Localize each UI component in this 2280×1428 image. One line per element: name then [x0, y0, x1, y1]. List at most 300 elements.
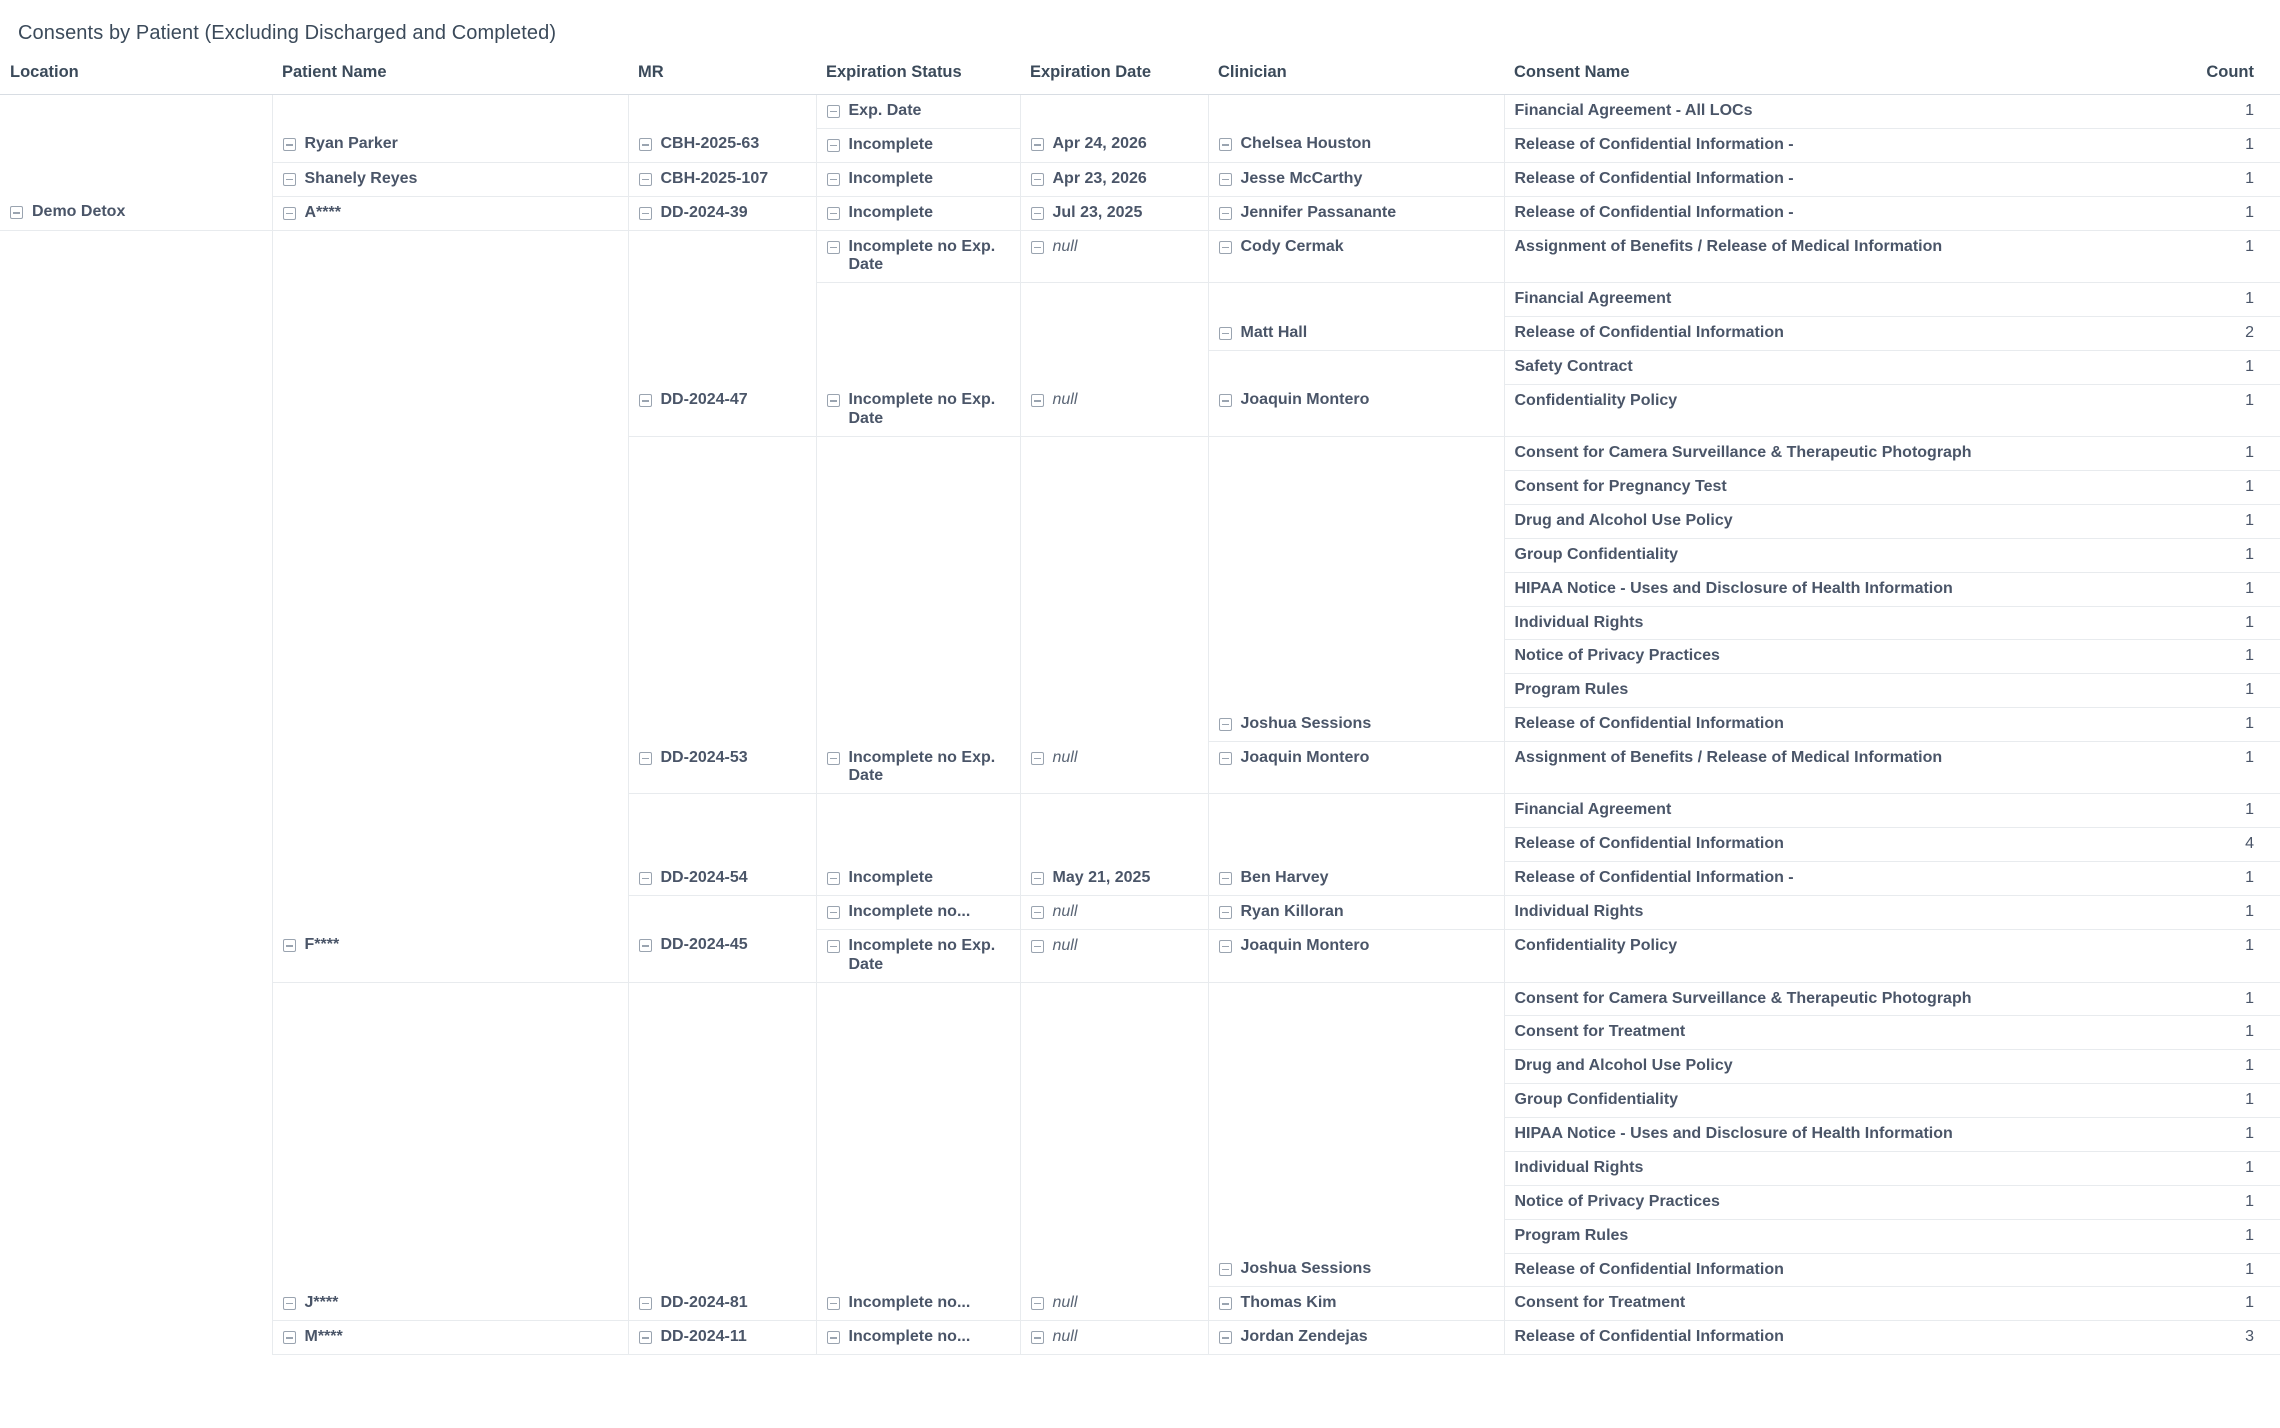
consent-name-cell[interactable] — [1504, 1219, 2128, 1253]
patient-name-cell[interactable] — [272, 1321, 628, 1355]
clinician-cell-text: Jennifer Passanante — [1240, 203, 1397, 221]
table-row[interactable] — [0, 794, 2280, 828]
table-row[interactable] — [0, 572, 2280, 606]
clinician-cell — [1208, 640, 1504, 674]
consent-name-cell[interactable] — [1504, 1287, 2128, 1321]
expand-collapse-icon[interactable] — [827, 394, 840, 407]
column-header-expiration-date[interactable]: Expiration Date — [1020, 59, 1208, 95]
expand-collapse-icon[interactable] — [827, 1331, 840, 1344]
clinician-cell[interactable] — [1208, 862, 1504, 896]
expand-collapse-icon[interactable] — [1219, 906, 1232, 919]
consent-name-cell[interactable] — [1504, 1118, 2128, 1152]
expand-collapse-icon[interactable] — [1031, 241, 1044, 254]
expand-collapse-icon[interactable] — [639, 138, 652, 151]
expand-collapse-icon[interactable] — [1219, 718, 1232, 731]
location-cell — [0, 230, 272, 283]
expiration-date-cell — [1020, 351, 1208, 385]
consent-name-cell[interactable] — [1504, 895, 2128, 929]
mr-cell — [628, 283, 816, 317]
expiration-status-cell — [816, 1118, 1020, 1152]
expiration-date-cell[interactable] — [1020, 1321, 1208, 1355]
mr-cell — [628, 708, 816, 742]
column-header-count[interactable]: Count — [2128, 59, 2280, 95]
table-row[interactable] — [0, 1118, 2280, 1152]
consent-name-cell[interactable] — [1504, 929, 2128, 982]
consent-name-cell[interactable] — [1504, 196, 2128, 230]
count-cell: 1 — [2128, 606, 2280, 640]
expand-collapse-icon[interactable] — [639, 173, 652, 186]
expiration-status-cell-text: Incomplete — [848, 169, 933, 187]
expand-collapse-icon[interactable] — [1219, 1331, 1232, 1344]
mr-cell[interactable] — [628, 1321, 816, 1355]
mr-cell-text: CBH-2025-63 — [660, 135, 760, 153]
mr-cell — [628, 982, 816, 1016]
table-row[interactable] — [0, 196, 2280, 230]
expiration-status-cell[interactable] — [816, 384, 1020, 436]
consent-name-cell-text: Release of Confidential Information — [1514, 835, 1784, 853]
location-cell — [0, 504, 272, 538]
mr-cell[interactable] — [628, 162, 816, 196]
expand-collapse-icon[interactable] — [827, 139, 840, 152]
location-cell[interactable] — [0, 196, 272, 230]
count-cell: 1 — [2128, 674, 2280, 708]
location-cell — [0, 1253, 272, 1287]
clinician-cell — [1208, 1084, 1504, 1118]
table-row[interactable] — [0, 384, 2280, 436]
clinician-cell — [1208, 572, 1504, 606]
expand-collapse-icon[interactable] — [1031, 207, 1044, 220]
clinician-cell[interactable] — [1208, 128, 1504, 162]
table-row[interactable] — [0, 471, 2280, 505]
expand-collapse-icon[interactable] — [283, 138, 296, 151]
expiration-date-cell[interactable] — [1020, 196, 1208, 230]
patient-name-cell[interactable] — [272, 128, 628, 162]
patient-name-cell — [272, 384, 628, 436]
expand-collapse-icon[interactable] — [283, 939, 296, 952]
expiration-status-cell — [816, 1050, 1020, 1084]
expiration-date-cell[interactable] — [1020, 162, 1208, 196]
consent-name-cell[interactable] — [1504, 640, 2128, 674]
table-row[interactable] — [0, 1084, 2280, 1118]
expand-collapse-icon[interactable] — [283, 1331, 296, 1344]
clinician-cell — [1208, 283, 1504, 317]
expand-collapse-icon[interactable] — [1219, 1263, 1232, 1276]
patient-name-cell[interactable] — [272, 196, 628, 230]
consent-name-cell-text: Notice of Privacy Practices — [1514, 647, 1720, 665]
table-row[interactable] — [0, 708, 2280, 742]
mr-cell — [628, 317, 816, 351]
table-row[interactable] — [0, 95, 2280, 129]
clinician-cell — [1208, 794, 1504, 828]
expiration-status-cell — [816, 794, 1020, 828]
patient-name-cell-text: J**** — [304, 1293, 339, 1311]
expiration-status-cell[interactable] — [816, 128, 1020, 162]
count-cell: 1 — [2128, 471, 2280, 505]
patient-name-cell — [272, 862, 628, 896]
expiration-date-cell — [1020, 708, 1208, 742]
expand-collapse-icon[interactable] — [1031, 752, 1044, 765]
consent-name-cell[interactable] — [1504, 1253, 2128, 1287]
patient-name-cell — [272, 794, 628, 828]
expiration-status-cell[interactable] — [816, 742, 1020, 794]
consent-name-cell[interactable] — [1504, 606, 2128, 640]
column-header-expiration-status[interactable]: Expiration Status — [816, 59, 1020, 95]
expand-collapse-icon[interactable] — [639, 872, 652, 885]
consent-name-cell[interactable] — [1504, 538, 2128, 572]
clinician-cell[interactable] — [1208, 708, 1504, 742]
expand-collapse-icon[interactable] — [1031, 394, 1044, 407]
expiration-date-cell-text: Apr 24, 2026 — [1052, 135, 1147, 153]
consent-name-cell-text: Individual Rights — [1514, 1158, 1644, 1176]
location-cell — [0, 572, 272, 606]
table-row[interactable] — [0, 504, 2280, 538]
count-cell: 1 — [2128, 196, 2280, 230]
clinician-cell — [1208, 538, 1504, 572]
expand-collapse-icon[interactable] — [1219, 1297, 1232, 1310]
expiration-date-cell[interactable] — [1020, 230, 1208, 283]
location-cell — [0, 794, 272, 828]
mr-cell — [628, 538, 816, 572]
consent-name-cell-text: Drug and Alcohol Use Policy — [1514, 511, 1733, 529]
expiration-date-cell — [1020, 1253, 1208, 1287]
count-cell: 1 — [2128, 640, 2280, 674]
table-row[interactable] — [0, 317, 2280, 351]
patient-name-cell — [272, 317, 628, 351]
consent-name-cell[interactable] — [1504, 317, 2128, 351]
expand-collapse-icon[interactable] — [1031, 940, 1044, 953]
expiration-status-cell — [816, 828, 1020, 862]
expiration-date-cell[interactable] — [1020, 929, 1208, 982]
expiration-status-cell[interactable] — [816, 1321, 1020, 1355]
expand-collapse-icon[interactable] — [1219, 872, 1232, 885]
mr-cell[interactable] — [628, 862, 816, 896]
mr-cell-text: DD-2024-11 — [660, 1328, 747, 1346]
consent-name-cell-text: Consent for Pregnancy Test — [1514, 478, 1727, 495]
column-header-patient-name[interactable]: Patient Name — [272, 59, 628, 95]
expand-collapse-icon[interactable] — [1219, 241, 1232, 254]
expiration-status-cell[interactable] — [816, 196, 1020, 230]
patient-name-cell[interactable] — [272, 929, 628, 982]
table-row[interactable] — [0, 828, 2280, 862]
count-cell: 1 — [2128, 1084, 2280, 1118]
count-cell: 1 — [2128, 384, 2280, 436]
expand-collapse-icon[interactable] — [827, 752, 840, 765]
expiration-status-cell[interactable] — [816, 929, 1020, 982]
consent-name-cell[interactable] — [1504, 437, 2128, 471]
mr-cell[interactable] — [628, 1287, 816, 1321]
location-cell — [0, 828, 272, 862]
table-row[interactable] — [0, 162, 2280, 196]
clinician-cell[interactable] — [1208, 1253, 1504, 1287]
expand-collapse-icon[interactable] — [639, 1297, 652, 1310]
mr-cell — [628, 794, 816, 828]
expand-collapse-icon[interactable] — [639, 394, 652, 407]
consent-name-cell[interactable] — [1504, 283, 2128, 317]
expand-collapse-icon[interactable] — [1031, 173, 1044, 186]
consent-name-cell[interactable] — [1504, 828, 2128, 862]
clinician-cell[interactable] — [1208, 196, 1504, 230]
consent-name-cell-text: Financial Agreement — [1514, 290, 1672, 308]
expiration-status-cell — [816, 708, 1020, 742]
mr-cell[interactable] — [628, 128, 816, 162]
mr-cell — [628, 1084, 816, 1118]
mr-cell-text: DD-2024-53 — [660, 748, 748, 766]
consent-name-cell-text: Financial Agreement — [1514, 801, 1672, 819]
clinician-cell[interactable] — [1208, 317, 1504, 351]
table-row[interactable] — [0, 538, 2280, 572]
location-cell — [0, 982, 272, 1016]
count-cell: 1 — [2128, 162, 2280, 196]
expand-collapse-icon[interactable] — [1031, 1331, 1044, 1344]
consent-name-cell[interactable] — [1504, 1016, 2128, 1050]
count-cell: 1 — [2128, 1219, 2280, 1253]
expand-collapse-icon[interactable] — [639, 752, 652, 765]
count-cell: 1 — [2128, 283, 2280, 317]
patient-name-cell — [272, 1253, 628, 1287]
expand-collapse-icon[interactable] — [1219, 207, 1232, 220]
location-cell — [0, 1287, 272, 1321]
clinician-cell[interactable] — [1208, 384, 1504, 436]
location-cell — [0, 674, 272, 708]
clinician-cell — [1208, 437, 1504, 471]
expiration-date-cell[interactable] — [1020, 128, 1208, 162]
mr-cell[interactable] — [628, 742, 816, 794]
consent-name-cell[interactable] — [1504, 230, 2128, 283]
consent-name-cell[interactable] — [1504, 862, 2128, 896]
location-cell — [0, 283, 272, 317]
patient-name-cell — [272, 504, 628, 538]
clinician-cell[interactable] — [1208, 230, 1504, 283]
expand-collapse-icon[interactable] — [283, 207, 296, 220]
count-cell: 1 — [2128, 95, 2280, 129]
clinician-cell[interactable] — [1208, 742, 1504, 794]
consent-name-cell[interactable] — [1504, 572, 2128, 606]
consent-name-cell[interactable] — [1504, 1185, 2128, 1219]
expand-collapse-icon[interactable] — [639, 939, 652, 952]
expand-collapse-icon[interactable] — [827, 173, 840, 186]
consent-name-cell[interactable] — [1504, 504, 2128, 538]
expand-collapse-icon[interactable] — [1031, 1297, 1044, 1310]
location-cell — [0, 1321, 272, 1355]
expand-collapse-icon[interactable] — [1219, 394, 1232, 407]
table-row[interactable] — [0, 1151, 2280, 1185]
consent-name-cell[interactable] — [1504, 708, 2128, 742]
table-row[interactable] — [0, 1321, 2280, 1355]
patient-name-cell[interactable] — [272, 1287, 628, 1321]
clinician-cell — [1208, 1219, 1504, 1253]
consent-name-cell-text: Consent for Treatment — [1514, 1294, 1686, 1312]
expand-collapse-icon[interactable] — [639, 1331, 652, 1344]
expiration-date-cell[interactable] — [1020, 862, 1208, 896]
expiration-status-cell — [816, 572, 1020, 606]
consent-name-cell[interactable] — [1504, 794, 2128, 828]
mr-cell-text: DD-2024-45 — [660, 936, 748, 954]
table-row[interactable] — [0, 128, 2280, 162]
table-row[interactable] — [0, 1287, 2280, 1321]
table-row[interactable] — [0, 895, 2280, 929]
expand-collapse-icon[interactable] — [1219, 327, 1232, 340]
consent-name-cell[interactable] — [1504, 742, 2128, 794]
location-cell — [0, 95, 272, 129]
expand-collapse-icon[interactable] — [827, 207, 840, 220]
table-row[interactable] — [0, 606, 2280, 640]
location-cell — [0, 128, 272, 162]
count-cell: 3 — [2128, 1321, 2280, 1355]
clinician-cell[interactable] — [1208, 1321, 1504, 1355]
table-row[interactable] — [0, 1253, 2280, 1287]
consent-name-cell-text: Group Confidentiality — [1514, 545, 1679, 563]
expiration-date-cell — [1020, 1151, 1208, 1185]
expand-collapse-icon[interactable] — [639, 207, 652, 220]
location-cell — [0, 1118, 272, 1152]
consent-name-cell[interactable] — [1504, 1050, 2128, 1084]
clinician-cell-text: Cody Cermak — [1240, 237, 1344, 255]
consent-name-cell[interactable] — [1504, 1321, 2128, 1355]
expiration-status-cell[interactable] — [816, 895, 1020, 929]
consent-name-cell[interactable] — [1504, 128, 2128, 162]
consent-name-cell-text: Release of Confidential Information - — [1514, 169, 1794, 187]
expand-collapse-icon[interactable] — [827, 906, 840, 919]
table-row[interactable] — [0, 862, 2280, 896]
patient-name-cell — [272, 572, 628, 606]
column-header-consent-name[interactable]: Consent Name — [1504, 59, 2128, 95]
column-header-clinician[interactable]: Clinician — [1208, 59, 1504, 95]
expiration-status-cell-text: Incomplete — [848, 868, 933, 886]
consent-name-cell-text: Consent for Camera Surveillance & Therapeutic Photograph — [1514, 989, 1972, 1007]
patient-name-cell[interactable] — [272, 162, 628, 196]
count-cell: 1 — [2128, 1287, 2280, 1321]
expiration-status-cell-text: Incomplete — [848, 135, 933, 153]
expand-collapse-icon[interactable] — [827, 241, 840, 254]
consent-name-cell[interactable] — [1504, 384, 2128, 436]
expiration-date-cell[interactable] — [1020, 384, 1208, 436]
expiration-date-cell[interactable] — [1020, 1287, 1208, 1321]
clinician-cell[interactable] — [1208, 162, 1504, 196]
clinician-cell[interactable] — [1208, 929, 1504, 982]
count-cell: 1 — [2128, 351, 2280, 385]
expiration-status-cell[interactable] — [816, 95, 1020, 129]
expiration-status-cell[interactable] — [816, 230, 1020, 283]
expiration-date-cell[interactable] — [1020, 742, 1208, 794]
clinician-cell-text: Ben Harvey — [1240, 868, 1329, 886]
expiration-status-cell-text: Incomplete no... — [848, 1293, 971, 1311]
clinician-cell[interactable] — [1208, 895, 1504, 929]
patient-name-cell — [272, 1050, 628, 1084]
page-title: Consents by Patient (Excluding Discharged and Completed) — [18, 22, 557, 44]
consent-name-cell[interactable] — [1504, 1151, 2128, 1185]
consent-name-cell[interactable] — [1504, 982, 2128, 1016]
patient-name-cell-text: M**** — [304, 1328, 343, 1346]
expand-collapse-icon[interactable] — [827, 105, 840, 118]
expand-collapse-icon[interactable] — [1219, 138, 1232, 151]
expand-collapse-icon[interactable] — [1031, 872, 1044, 885]
expand-collapse-icon[interactable] — [827, 940, 840, 953]
count-cell: 2 — [2128, 317, 2280, 351]
table-row[interactable] — [0, 982, 2280, 1016]
expiration-date-cell — [1020, 1219, 1208, 1253]
clinician-cell — [1208, 1185, 1504, 1219]
mr-cell[interactable] — [628, 196, 816, 230]
consent-name-cell[interactable] — [1504, 674, 2128, 708]
expiration-date-cell — [1020, 606, 1208, 640]
mr-cell[interactable] — [628, 929, 816, 982]
expand-collapse-icon[interactable] — [827, 872, 840, 885]
location-cell — [0, 895, 272, 929]
expiration-status-cell — [816, 982, 1020, 1016]
expiration-date-cell — [1020, 1185, 1208, 1219]
location-cell — [0, 1016, 272, 1050]
expiration-status-cell[interactable] — [816, 862, 1020, 896]
consent-name-cell[interactable] — [1504, 471, 2128, 505]
expand-collapse-icon[interactable] — [1219, 752, 1232, 765]
expand-collapse-icon[interactable] — [1031, 138, 1044, 151]
table-row[interactable] — [0, 929, 2280, 982]
consent-name-cell[interactable] — [1504, 162, 2128, 196]
consent-name-cell[interactable] — [1504, 95, 2128, 129]
mr-cell — [628, 230, 816, 283]
expand-collapse-icon[interactable] — [283, 173, 296, 186]
table-row[interactable] — [0, 1219, 2280, 1253]
expand-collapse-icon[interactable] — [827, 1297, 840, 1310]
column-header-location[interactable]: Location — [0, 59, 272, 95]
location-cell — [0, 351, 272, 385]
expiration-status-cell[interactable] — [816, 162, 1020, 196]
clinician-cell-text: Matt Hall — [1240, 323, 1308, 341]
table-row[interactable] — [0, 742, 2280, 794]
consent-name-cell-text: Release of Confidential Information — [1514, 715, 1784, 733]
table-row[interactable] — [0, 674, 2280, 708]
mr-cell — [628, 471, 816, 505]
table-row[interactable] — [0, 437, 2280, 471]
consent-name-cell-text: Group Confidentiality — [1514, 1091, 1679, 1109]
expiration-date-cell-text: null — [1052, 902, 1078, 920]
expand-collapse-icon[interactable] — [10, 206, 23, 219]
table-row[interactable] — [0, 1050, 2280, 1084]
table-row[interactable] — [0, 1185, 2280, 1219]
table-row[interactable] — [0, 283, 2280, 317]
table-row[interactable] — [0, 1016, 2280, 1050]
expand-collapse-icon[interactable] — [1031, 906, 1044, 919]
table-row[interactable] — [0, 640, 2280, 674]
location-cell — [0, 929, 272, 982]
table-row[interactable] — [0, 230, 2280, 283]
expand-collapse-icon[interactable] — [1219, 940, 1232, 953]
expiration-date-cell — [1020, 1118, 1208, 1152]
clinician-cell[interactable] — [1208, 1287, 1504, 1321]
consent-name-cell[interactable] — [1504, 1084, 2128, 1118]
mr-cell[interactable] — [628, 384, 816, 436]
expiration-status-cell[interactable] — [816, 1287, 1020, 1321]
expiration-status-cell-text: Exp. Date — [848, 102, 922, 119]
count-cell: 1 — [2128, 742, 2280, 794]
table-row[interactable] — [0, 351, 2280, 385]
expand-collapse-icon[interactable] — [283, 1297, 296, 1310]
patient-name-cell-text: Ryan Parker — [304, 135, 398, 153]
expand-collapse-icon[interactable] — [1219, 173, 1232, 186]
consent-name-cell-text: Release of Confidential Information — [1514, 1260, 1784, 1278]
clinician-cell-text: Thomas Kim — [1240, 1294, 1337, 1312]
mr-cell-text: DD-2024-39 — [660, 203, 748, 221]
location-cell — [0, 1219, 272, 1253]
column-header-mr[interactable]: MR — [628, 59, 816, 95]
expiration-date-cell[interactable] — [1020, 895, 1208, 929]
clinician-cell-text: Joaquin Montero — [1240, 391, 1370, 409]
location-cell — [0, 384, 272, 436]
header-row — [0, 59, 2280, 95]
expiration-date-cell — [1020, 538, 1208, 572]
consent-name-cell[interactable] — [1504, 351, 2128, 385]
consent-name-cell-text: Release of Confidential Information — [1514, 324, 1784, 342]
